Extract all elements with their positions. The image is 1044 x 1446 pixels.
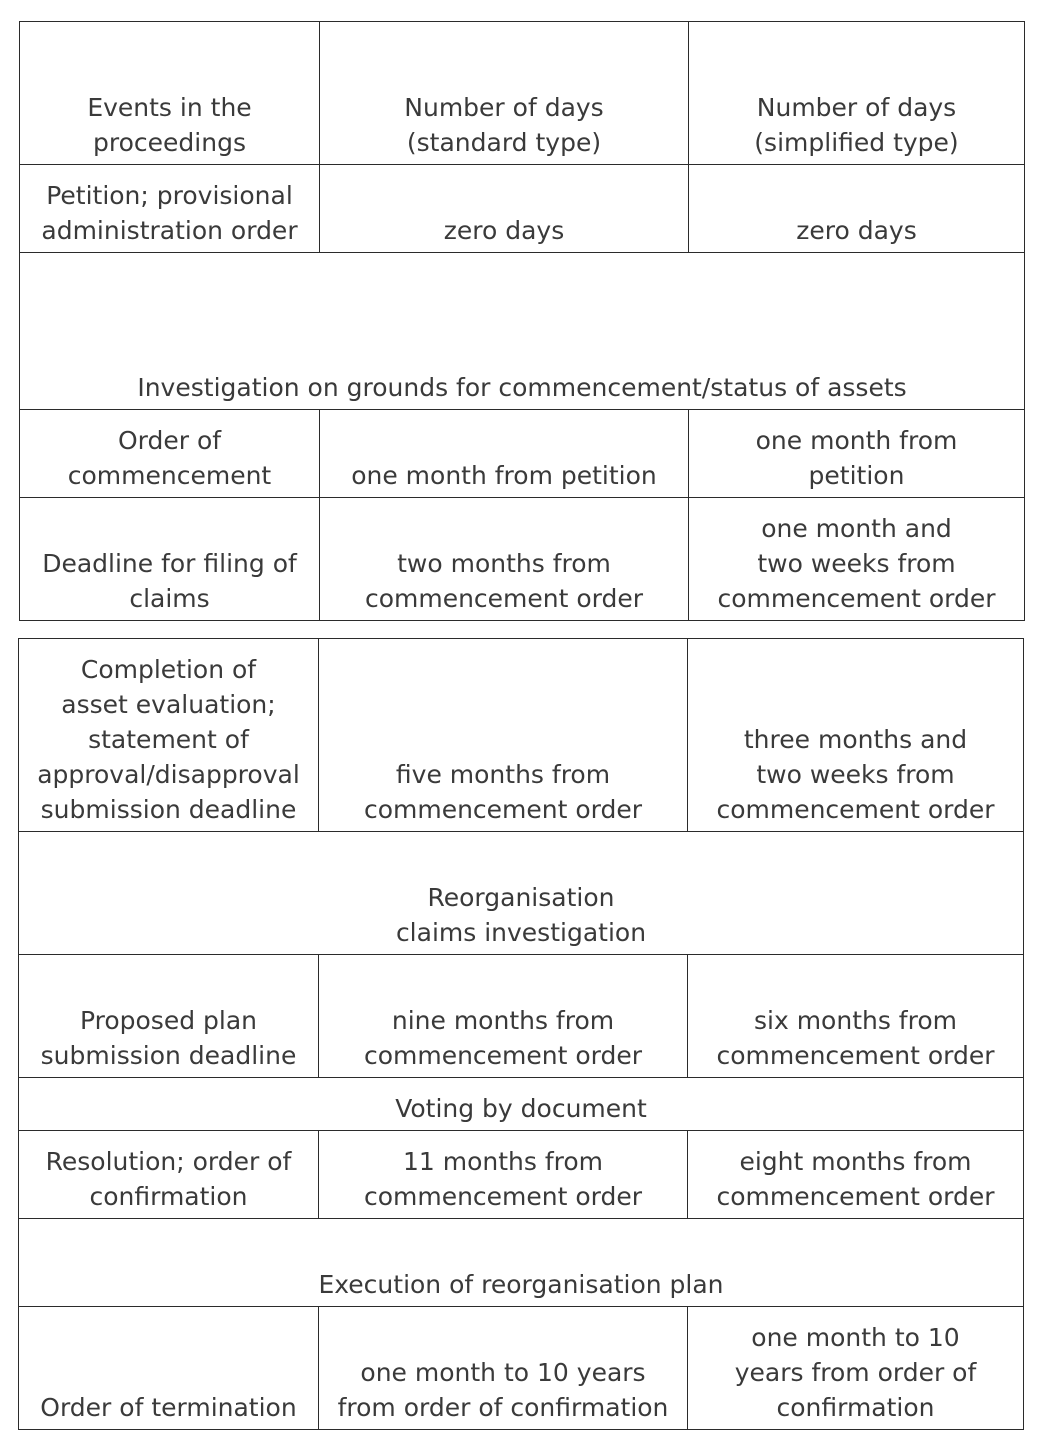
header-simplified: Number of days (simplified type) [689,22,1025,165]
span-cell: Investigation on grounds for commencement/status of assets [20,253,1025,410]
table-row [19,1131,1024,1219]
header-events: Events in the proceedings [20,22,320,165]
timeline-table-part-2 [18,638,1024,1430]
table-row [19,639,1024,832]
span-cell: Execution of reorganisation plan [19,1219,1024,1307]
simplified-cell: one month and two weeks from commencement order [689,498,1025,621]
span-row [20,253,1025,410]
simplified-cell: zero days [689,165,1025,253]
event-cell: Petition; provisional administration order [20,165,320,253]
simplified-cell: three months and two weeks from commencement order [688,639,1024,832]
standard-cell: one month from petition [320,410,689,498]
standard-cell: 11 months from commencement order [319,1131,688,1219]
span-row [19,832,1024,955]
standard-cell: one month to 10 years from order of confirmation [319,1307,688,1430]
standard-cell: five months from commencement order [319,639,688,832]
simplified-cell: eight months from commencement order [688,1131,1024,1219]
standard-cell: zero days [320,165,689,253]
event-cell: Order of termination [19,1307,319,1430]
simplified-cell: six months from commencement order [688,955,1024,1078]
span-cell: Reorganisation claims investigation [19,832,1024,955]
table-row [20,410,1025,498]
span-row [19,1078,1024,1131]
header-standard: Number of days (standard type) [320,22,689,165]
event-cell: Proposed plan submission deadline [19,955,319,1078]
event-cell: Order of commencement [20,410,320,498]
standard-cell: two months from commencement order [320,498,689,621]
table-row [20,498,1025,621]
event-cell: Resolution; order of confirmation [19,1131,319,1219]
table-row [19,955,1024,1078]
event-cell: Completion of asset evaluation; statement of approval/disapproval submission deadline [19,639,319,832]
simplified-cell: one month to 10 years from order of confirmation [688,1307,1024,1430]
table-row [19,1307,1024,1430]
simplified-cell: one month from petition [689,410,1025,498]
table-row [20,165,1025,253]
standard-cell: nine months from commencement order [319,955,688,1078]
timeline-table-part-1 [19,21,1025,621]
header-row [20,22,1025,165]
event-cell: Deadline for filing of claims [20,498,320,621]
span-row [19,1219,1024,1307]
span-cell: Voting by document [19,1078,1024,1131]
